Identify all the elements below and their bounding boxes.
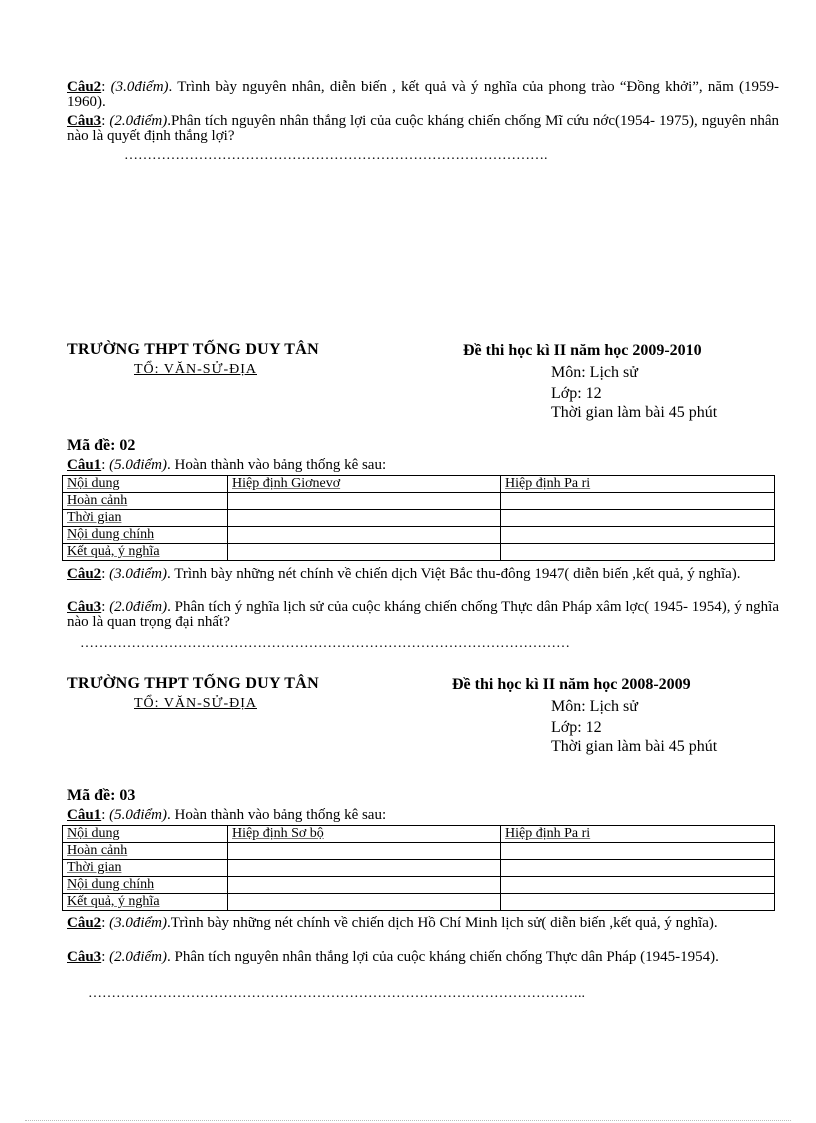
exam-duration: Thời gian làm bài 45 phút — [551, 738, 718, 755]
question-text: . Hoàn thành vào bảng thống kê sau: — [167, 807, 387, 823]
question-2: Câu2: (3.0điểm).Trình bày những nét chính về chiến dịch Hồ Chí Minh lịch sử( diễn biến ,kết quả, ý nghĩa). — [67, 915, 718, 931]
page-bottom-rule — [25, 1120, 791, 1121]
question-label: Câu2 — [67, 566, 102, 582]
question-label: Câu1 — [67, 807, 102, 823]
table-cell — [228, 527, 501, 544]
question-label: Câu3 — [67, 113, 102, 129]
dotted-separator: …………………………………………………………………………………………….. — [88, 986, 585, 1001]
row-label: Thời gian — [63, 860, 228, 877]
table-row — [63, 860, 775, 877]
table-header: Hiệp định Giơnevơ — [228, 476, 501, 493]
table-cell — [228, 860, 501, 877]
exam-code: Mã đề: 02 — [67, 437, 136, 454]
statistics-table — [62, 825, 775, 911]
exam-code: Mã đề: 03 — [67, 787, 136, 804]
row-label: Thời gian — [63, 510, 228, 527]
table-cell — [501, 877, 775, 894]
table-header: Hiệp định Pa ri — [501, 826, 775, 843]
question-3-top: Câu3: (2.0điểm).Phân tích nguyên nhân thắng lợi của cuộc kháng chiến chống Mĩ cứu nớc(1954- 1975), nguyên nhân nào là quyết định thắng lợi? — [67, 113, 779, 144]
question-text: . Phân tích ý nghĩa lịch sử của cuộc kháng chiến chống Thực dân Pháp xâm lợc( 1945- 1954), ý nghĩa nào là quan trọng đại nhất? — [67, 599, 780, 630]
question-text: . Hoàn thành vào bảng thống kê sau: — [167, 457, 387, 473]
table-row — [63, 877, 775, 894]
question-score: (2.0điểm) — [109, 949, 168, 965]
question-1: Câu1: (5.0điểm). Hoàn thành vào bảng thống kê sau: — [67, 457, 387, 473]
exam-grade: Lớp: 12 — [551, 719, 602, 736]
table-row — [63, 544, 775, 561]
school-name: TRƯỜNG THPT TỐNG DUY TÂN — [67, 675, 319, 692]
department-name: TỔ: VĂN-SỬ-ĐỊA — [134, 696, 257, 711]
question-text: . Trình bày nguyên nhân, diễn biến , kết quả và ý nghĩa của phong trào “Đồng khởi”, năm (1959-1960). — [67, 79, 779, 110]
question-label: Câu2 — [67, 79, 102, 95]
table-cell — [228, 544, 501, 561]
question-label: Câu1 — [67, 457, 102, 473]
question-1: Câu1: (5.0điểm). Hoàn thành vào bảng thống kê sau: — [67, 807, 387, 823]
row-label: Nội dung chính — [63, 877, 228, 894]
table-cell — [501, 493, 775, 510]
table-cell — [228, 894, 501, 911]
table-row — [63, 527, 775, 544]
question-score: (3.0điểm) — [109, 915, 168, 931]
table-row — [63, 510, 775, 527]
row-label: Hoàn cảnh — [63, 843, 228, 860]
row-label: Hoàn cảnh — [63, 493, 228, 510]
table-row — [63, 894, 775, 911]
table-header: Hiệp định Sơ bộ — [228, 826, 501, 843]
table-cell — [228, 843, 501, 860]
question-score: (2.0điểm) — [109, 113, 168, 129]
question-score: (3.0điểm) — [110, 79, 169, 95]
row-label: Nội dung chính — [63, 527, 228, 544]
department-name: TỔ: VĂN-SỬ-ĐỊA — [134, 362, 257, 377]
question-2-top: Câu2: (3.0điểm). Trình bày nguyên nhân, diễn biến , kết quả và ý nghĩa của phong trào “Đồng khởi”, năm (1959-1960). — [67, 79, 779, 110]
question-3: Câu3: (2.0điểm). Phân tích ý nghĩa lịch sử của cuộc kháng chiến chống Thực dân Pháp xâm lợc( 1945- 1954), ý nghĩa nào là quan trọng đại nhất? — [67, 599, 780, 630]
question-text: .Phân tích nguyên nhân thắng lợi của cuộc kháng chiến chống Mĩ cứu nớc(1954- 1975), nguyên nhân nào là quyết định thắng lợi? — [67, 113, 779, 144]
table-header: Nội dung — [63, 826, 228, 843]
question-score: (5.0điểm) — [109, 457, 168, 473]
question-score: (3.0điểm) — [109, 566, 168, 582]
table-cell — [228, 510, 501, 527]
question-text: .Trình bày những nét chính về chiến dịch Hồ Chí Minh lịch sử( diễn biến ,kết quả, ý nghĩa). — [167, 915, 718, 931]
exam-title: Đề thi học kì II năm học 2009-2010 — [463, 342, 702, 359]
exam-grade: Lớp: 12 — [551, 385, 602, 402]
table-cell — [228, 493, 501, 510]
question-text: . Trình bày những nét chính về chiến dịch Việt Bắc thu-đông 1947( diễn biến ,kết quả, ý nghĩa). — [167, 566, 741, 582]
table-cell — [228, 877, 501, 894]
table-cell — [501, 544, 775, 561]
table-cell — [501, 843, 775, 860]
question-label: Câu3 — [67, 949, 102, 965]
row-label: Kết quả, ý nghĩa — [63, 894, 228, 911]
table-row — [63, 843, 775, 860]
question-label: Câu2 — [67, 915, 102, 931]
table-cell — [501, 510, 775, 527]
exam-title: Đề thi học kì II năm học 2008-2009 — [452, 676, 691, 693]
question-score: (2.0điểm) — [109, 599, 168, 615]
question-score: (5.0điểm) — [109, 807, 168, 823]
dotted-separator: ………………………………………………………………………………. — [124, 148, 548, 163]
table-cell — [501, 527, 775, 544]
exam-subject: Môn: Lịch sử — [551, 698, 638, 715]
table-header: Nội dung — [63, 476, 228, 493]
question-2: Câu2: (3.0điểm). Trình bày những nét chính về chiến dịch Việt Bắc thu-đông 1947( diễn biến ,kết quả, ý nghĩa). — [67, 566, 741, 582]
dotted-separator: …………………………………………………………………………………………… — [80, 636, 570, 651]
question-3: Câu3: (2.0điểm). Phân tích nguyên nhân thắng lợi của cuộc kháng chiến chống Thực dân Pháp (1945-1954). — [67, 949, 719, 965]
table-cell — [501, 894, 775, 911]
school-name: TRƯỜNG THPT TỐNG DUY TÂN — [67, 341, 319, 358]
statistics-table — [62, 475, 775, 561]
table-row — [63, 493, 775, 510]
table-header-row — [63, 826, 775, 843]
question-text: . Phân tích nguyên nhân thắng lợi của cuộc kháng chiến chống Thực dân Pháp (1945-1954). — [167, 949, 719, 965]
exam-subject: Môn: Lịch sử — [551, 364, 638, 381]
question-label: Câu3 — [67, 599, 102, 615]
row-label: Kết quả, ý nghĩa — [63, 544, 228, 561]
table-cell — [501, 860, 775, 877]
table-header: Hiệp định Pa ri — [501, 476, 775, 493]
exam-duration: Thời gian làm bài 45 phút — [551, 404, 718, 421]
table-header-row — [63, 476, 775, 493]
